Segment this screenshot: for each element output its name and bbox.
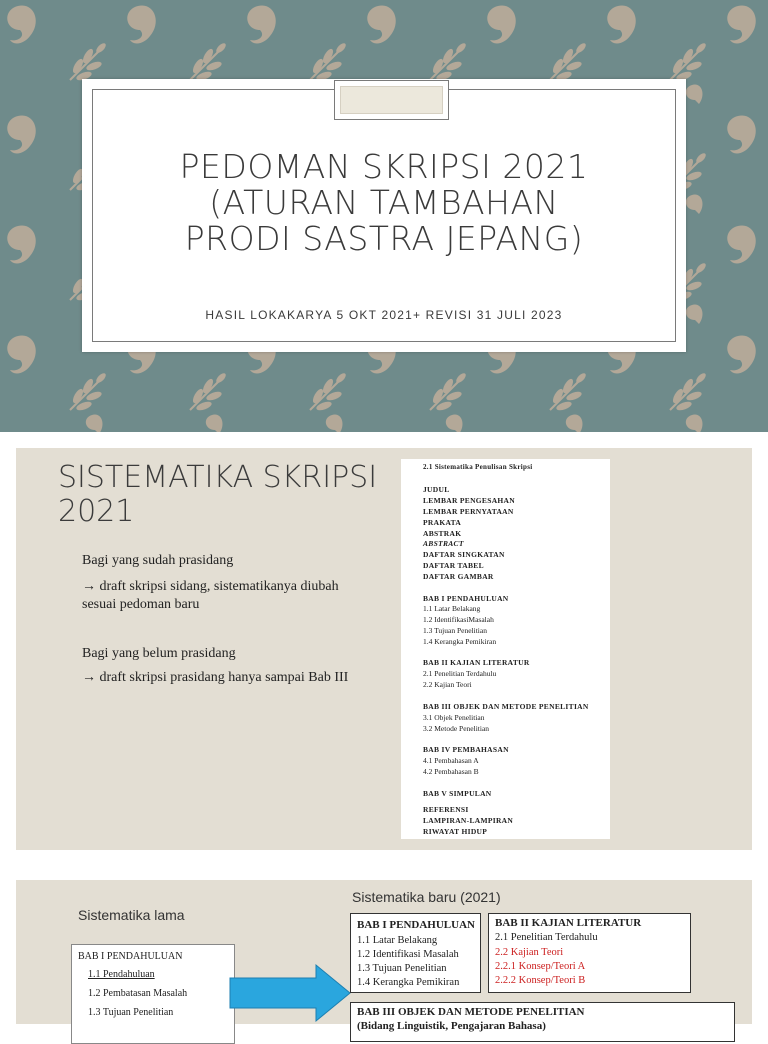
new-bab1-item: 1.4 Kerangka Pemikiran — [357, 977, 460, 988]
new-bab2-item-red: 2.2.1 Konsep/Teori A — [495, 961, 586, 972]
doc-front-item: LEMBAR PENGESAHAN — [423, 496, 515, 505]
presentation-title — [93, 149, 675, 257]
title-card-border — [92, 89, 676, 342]
old-item: 1.2 Pembatasan Masalah — [88, 988, 188, 999]
comparison-slide — [16, 880, 752, 1032]
doc-bab2-item: 2.2 Kajian Teori — [423, 680, 472, 689]
arrow-right-icon — [228, 963, 354, 1023]
text-draft-sidang-line1: → draft skripsi sidang, sistematikanya diubah — [82, 579, 339, 594]
doc-bab1-item: 1.4 Kerangka Pemikiran — [423, 637, 497, 646]
doc-front-item: PRAKATA — [423, 518, 462, 527]
doc-bab1-item: 1.2 IdentifikasiMasalah — [423, 615, 494, 624]
title-card — [82, 79, 686, 352]
new-bab1-item: 1.3 Tujuan Penelitian — [357, 963, 447, 974]
sistematika-slide — [16, 448, 752, 850]
doc-bab3-item: 3.2 Metode Penelitian — [423, 724, 490, 733]
doc-back-item: LAMPIRAN-LAMPIRAN — [423, 816, 514, 825]
title-slide — [0, 0, 768, 432]
text-draft-sidang — [82, 578, 339, 614]
doc-front-item: ABSTRACT — [423, 539, 464, 548]
new-bab1-box — [350, 913, 481, 993]
new-bab3-box — [350, 1002, 735, 1042]
doc-front-item: ABSTRAK — [423, 529, 462, 538]
doc-front-item: DAFTAR GAMBAR — [423, 572, 494, 581]
title-line-3: PRODI SASTRA JEPANG) — [184, 219, 584, 258]
label-sistematika-baru: Sistematika baru (2021) — [352, 889, 501, 905]
new-bab2-heading: BAB II KAJIAN LITERATUR — [495, 917, 642, 929]
doc-bab3: BAB III OBJEK DAN METODE PENELITIAN — [423, 702, 589, 711]
old-item: 1.3 Tujuan Penelitian — [88, 1007, 174, 1018]
slide-title-line-1: SISTEMATIKA SKRIPSI — [58, 460, 378, 495]
doc-back-item: REFERENSI — [423, 805, 469, 814]
doc-bab4: BAB IV PEMBAHASAN — [423, 745, 509, 754]
doc-bab1: BAB I PENDAHULUAN — [423, 594, 509, 603]
doc-bab2: BAB II KAJIAN LITERATUR — [423, 658, 530, 667]
old-heading: BAB I PENDAHULUAN — [78, 951, 183, 962]
title-card-tab-decoration — [334, 80, 449, 120]
doc-front-item: JUDUL — [423, 485, 450, 494]
doc-front-item: DAFTAR TABEL — [423, 561, 484, 570]
old-item: 1.1 Pendahuluan — [88, 969, 155, 980]
new-bab2-item: 2.1 Penelitian Terdahulu — [495, 932, 598, 943]
label-sistematika-lama: Sistematika lama — [78, 907, 185, 923]
doc-front-item: LEMBAR PERNYATAAN — [423, 507, 514, 516]
new-bab1-item: 1.2 Identifikasi Masalah — [357, 949, 459, 960]
text-draft-prasidang: → draft skripsi prasidang hanya sampai Bab III — [82, 670, 349, 685]
new-bab2-box — [488, 913, 691, 993]
doc-bab3-item: 3.1 Objek Penelitian — [423, 713, 485, 722]
presentation-subtitle: HASIL LOKAKARYA 5 OKT 2021+ REVISI 31 JULI 2023 — [205, 308, 563, 322]
text-draft-sidang-line2: sesuai pedoman baru — [82, 597, 200, 612]
new-bab3-heading: BAB III OBJEK DAN METODE PENELITIAN — [357, 1006, 585, 1018]
title-line-2: (ATURAN TAMBAHAN — [209, 183, 559, 222]
text-belum-prasidang: Bagi yang belum prasidang — [82, 646, 236, 661]
doc-back-item: RIWAYAT HIDUP — [423, 827, 488, 836]
doc-bab1-item: 1.1 Latar Belakang — [423, 604, 481, 613]
doc-bab4-item: 4.1 Pembahasan A — [423, 756, 479, 765]
doc-front-item: DAFTAR SINGKATAN — [423, 550, 505, 559]
doc-bab1-item: 1.3 Tujuan Penelitian — [423, 626, 487, 635]
doc-bab5: BAB V SIMPULAN — [423, 789, 492, 798]
text-sudah-prasidang: Bagi yang sudah prasidang — [82, 553, 234, 568]
new-bab3-sub: (Bidang Linguistik, Pengajaran Bahasa) — [357, 1020, 546, 1032]
title-line-1: PEDOMAN SKRIPSI 2021 — [179, 147, 589, 186]
new-bab2-item-red: 2.2 Kajian Teori — [495, 947, 564, 958]
new-bab2-item-red: 2.2.2 Konsep/Teori B — [495, 975, 586, 986]
new-bab1-heading: BAB I PENDAHULUAN — [357, 919, 475, 931]
new-bab1-item: 1.1 Latar Belakang — [357, 935, 438, 946]
doc-heading: 2.1 Sistematika Penulisan Skripsi — [423, 463, 533, 471]
slide-title — [58, 461, 377, 529]
doc-bab2-item: 2.1 Penelitian Terdahulu — [423, 669, 497, 678]
old-outline-box — [71, 944, 235, 1044]
doc-bab4-item: 4.2 Pembahasan B — [423, 767, 479, 776]
document-outline-image — [401, 459, 610, 839]
slide-title-line-2: 2021 — [58, 494, 135, 529]
